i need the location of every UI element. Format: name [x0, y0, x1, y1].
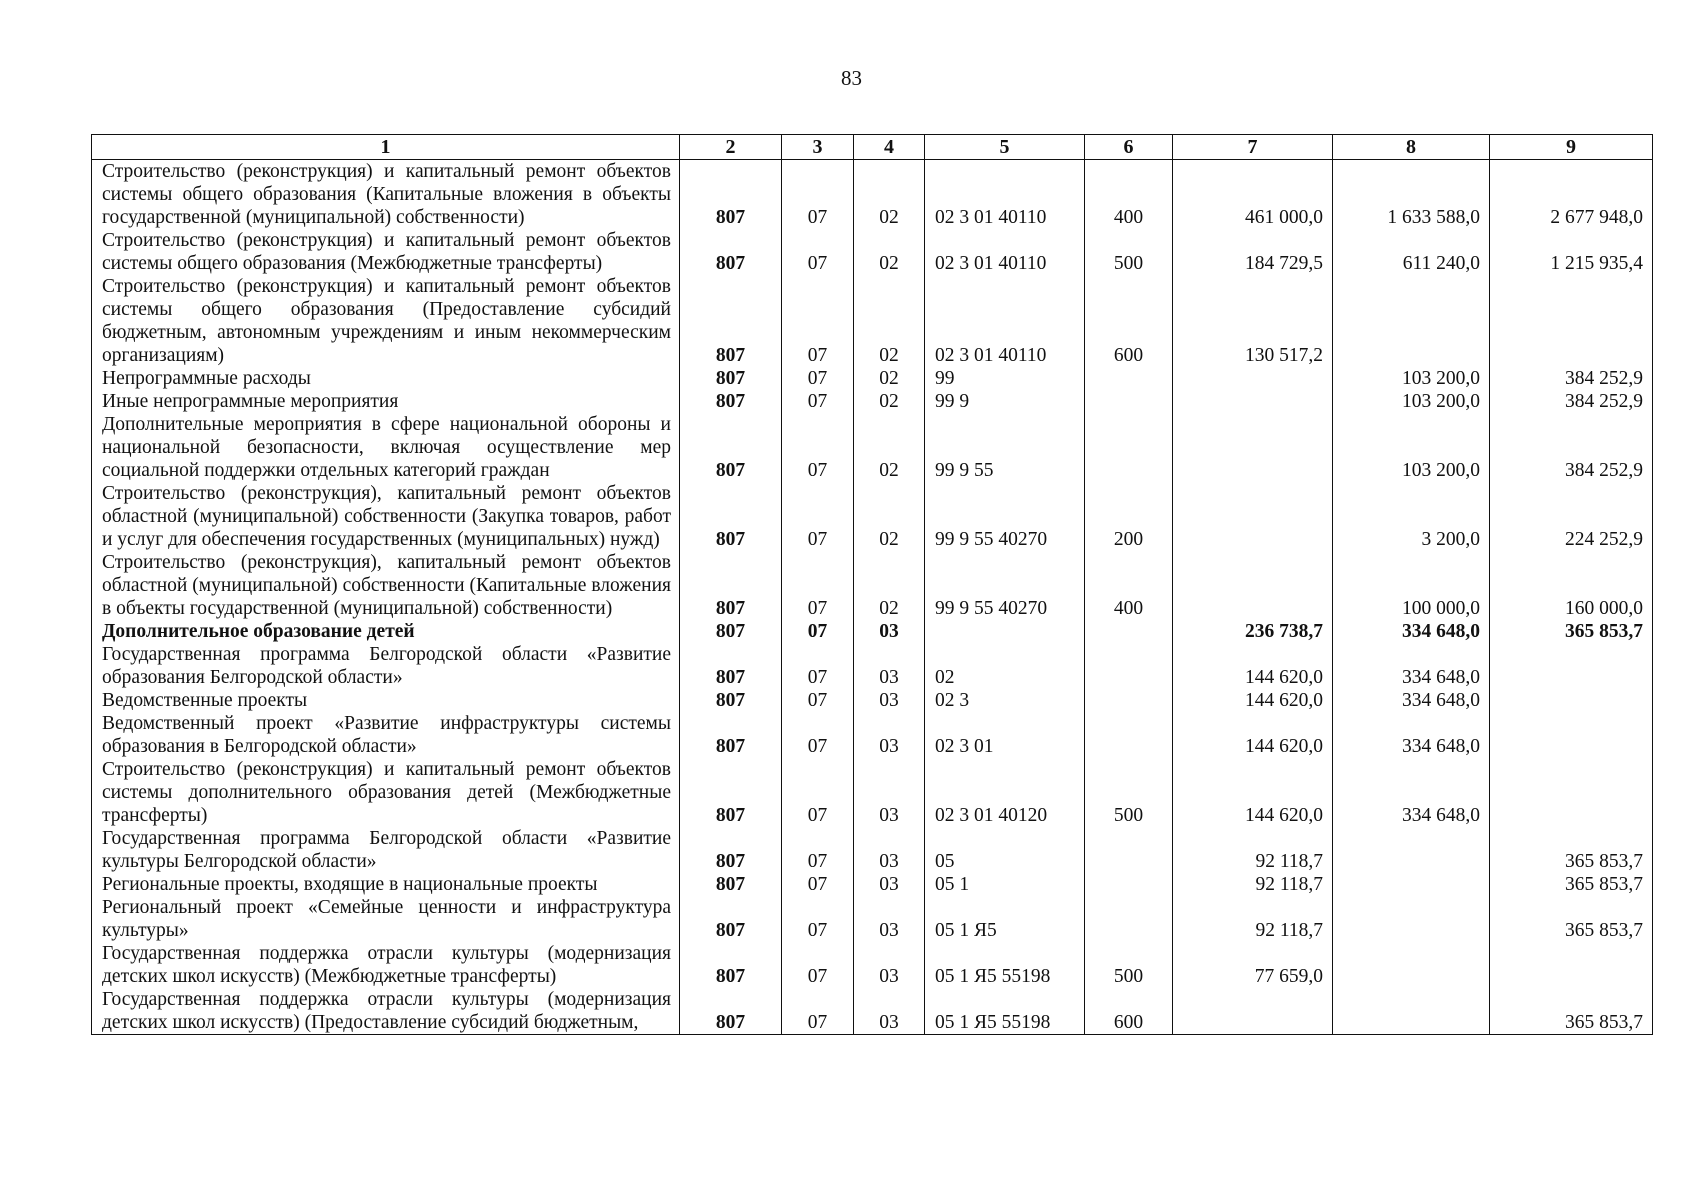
row-section-cell: 07 — [782, 551, 854, 620]
row-target-article-cell: 05 1 Я5 — [925, 896, 1085, 942]
row-name-cell: Строительство (реконструкция) и капитальный ремонт объектов системы общего образования (Предоставление субсидий бюджетным, автономным учреждениям и иным некоммерческим организациям) — [92, 275, 680, 367]
row-name-cell: Иные непрограммные мероприятия — [92, 390, 680, 413]
row-name-cell: Дополнительное образование детей — [92, 620, 680, 643]
table-row — [92, 712, 1653, 758]
row-amount-col7-cell: 92 118,7 — [1173, 873, 1333, 896]
row-subsection-cell: 02 — [854, 229, 925, 275]
row-name-cell: Региональный проект «Семейные ценности и инфраструктура культуры» — [92, 896, 680, 942]
row-target-article-cell: 99 9 55 40270 — [925, 482, 1085, 551]
row-section-cell: 07 — [782, 160, 854, 230]
row-subsection-cell: 03 — [854, 758, 925, 827]
row-amount-col7-cell: 77 659,0 — [1173, 942, 1333, 988]
row-name-cell: Государственная поддержка отрасли культуры (модернизация детских школ искусств) (Предоставление субсидий бюджетным, — [92, 988, 680, 1035]
row-section-cell: 07 — [782, 367, 854, 390]
table-row — [92, 229, 1653, 275]
row-section-cell: 07 — [782, 896, 854, 942]
row-amount-col9-cell: 1 215 935,4 — [1490, 229, 1653, 275]
row-section-cell: 07 — [782, 229, 854, 275]
table-row — [92, 873, 1653, 896]
row-target-article-cell: 02 3 01 — [925, 712, 1085, 758]
row-amount-col7-cell: 92 118,7 — [1173, 827, 1333, 873]
row-expense-type-cell: 600 — [1085, 275, 1173, 367]
row-amount-col7-cell: 236 738,7 — [1173, 620, 1333, 643]
row-amount-col7-cell: 92 118,7 — [1173, 896, 1333, 942]
row-amount-col9-cell — [1490, 689, 1653, 712]
row-name-cell: Государственная программа Белгородской области «Развитие образования Белгородской области» — [92, 643, 680, 689]
row-name-cell: Дополнительные мероприятия в сфере национальной обороны и национальной безопасности, включая осуществление мер социальной поддержки отдельных категорий граждан — [92, 413, 680, 482]
table-header-row — [92, 135, 1653, 160]
row-section-cell: 07 — [782, 620, 854, 643]
row-target-article-cell: 02 3 01 40110 — [925, 229, 1085, 275]
table-row — [92, 551, 1653, 620]
table-row — [92, 482, 1653, 551]
row-amount-col7-cell — [1173, 390, 1333, 413]
row-target-article-cell: 02 3 01 40120 — [925, 758, 1085, 827]
row-subsection-cell: 03 — [854, 643, 925, 689]
row-amount-col9-cell — [1490, 712, 1653, 758]
row-subsection-cell: 03 — [854, 827, 925, 873]
table-row — [92, 620, 1653, 643]
header-col-1: 1 — [92, 135, 680, 160]
row-amount-col7-cell — [1173, 482, 1333, 551]
row-amount-col8-cell — [1333, 873, 1490, 896]
row-amount-col7-cell: 144 620,0 — [1173, 643, 1333, 689]
table-row — [92, 942, 1653, 988]
header-col-9: 9 — [1490, 135, 1653, 160]
row-admin-code-cell: 807 — [680, 712, 782, 758]
header-col-5: 5 — [925, 135, 1085, 160]
row-admin-code-cell: 807 — [680, 873, 782, 896]
header-col-6: 6 — [1085, 135, 1173, 160]
row-admin-code-cell: 807 — [680, 988, 782, 1035]
row-admin-code-cell: 807 — [680, 390, 782, 413]
row-admin-code-cell: 807 — [680, 620, 782, 643]
table-row — [92, 758, 1653, 827]
row-admin-code-cell: 807 — [680, 367, 782, 390]
row-amount-col8-cell: 103 200,0 — [1333, 390, 1490, 413]
row-section-cell: 07 — [782, 275, 854, 367]
row-target-article-cell: 05 1 — [925, 873, 1085, 896]
row-target-article-cell: 02 3 01 40110 — [925, 275, 1085, 367]
row-amount-col7-cell: 144 620,0 — [1173, 712, 1333, 758]
row-amount-col7-cell: 184 729,5 — [1173, 229, 1333, 275]
table-row — [92, 413, 1653, 482]
table-row — [92, 896, 1653, 942]
row-subsection-cell: 02 — [854, 482, 925, 551]
row-amount-col7-cell: 144 620,0 — [1173, 689, 1333, 712]
row-amount-col7-cell: 130 517,2 — [1173, 275, 1333, 367]
row-name-cell: Ведомственный проект «Развитие инфраструктуры системы образования в Белгородской области» — [92, 712, 680, 758]
row-amount-col9-cell — [1490, 275, 1653, 367]
row-expense-type-cell: 400 — [1085, 551, 1173, 620]
row-admin-code-cell: 807 — [680, 896, 782, 942]
row-amount-col8-cell: 334 648,0 — [1333, 758, 1490, 827]
row-subsection-cell: 02 — [854, 390, 925, 413]
row-target-article-cell: 05 — [925, 827, 1085, 873]
row-amount-col7-cell: 144 620,0 — [1173, 758, 1333, 827]
row-target-article-cell: 02 3 — [925, 689, 1085, 712]
header-col-2: 2 — [680, 135, 782, 160]
row-name-cell: Строительство (реконструкция), капитальный ремонт объектов областной (муниципальной) собственности (Капитальные вложения в объекты государственной (муниципальной) собственности) — [92, 551, 680, 620]
row-admin-code-cell: 807 — [680, 689, 782, 712]
row-amount-col9-cell: 160 000,0 — [1490, 551, 1653, 620]
row-target-article-cell: 05 1 Я5 55198 — [925, 988, 1085, 1035]
row-admin-code-cell: 807 — [680, 160, 782, 230]
row-section-cell: 07 — [782, 689, 854, 712]
row-amount-col9-cell: 365 853,7 — [1490, 620, 1653, 643]
row-amount-col7-cell: 461 000,0 — [1173, 160, 1333, 230]
row-target-article-cell: 99 9 55 40270 — [925, 551, 1085, 620]
row-target-article-cell: 05 1 Я5 55198 — [925, 942, 1085, 988]
row-amount-col8-cell: 100 000,0 — [1333, 551, 1490, 620]
row-section-cell: 07 — [782, 643, 854, 689]
row-section-cell: 07 — [782, 942, 854, 988]
row-expense-type-cell — [1085, 689, 1173, 712]
row-subsection-cell: 02 — [854, 413, 925, 482]
row-amount-col9-cell: 384 252,9 — [1490, 390, 1653, 413]
row-subsection-cell: 03 — [854, 712, 925, 758]
row-subsection-cell: 03 — [854, 689, 925, 712]
row-amount-col8-cell: 611 240,0 — [1333, 229, 1490, 275]
row-target-article-cell: 02 3 01 40110 — [925, 160, 1085, 230]
row-name-cell: Строительство (реконструкция) и капитальный ремонт объектов системы общего образования (Межбюджетные трансферты) — [92, 229, 680, 275]
row-admin-code-cell: 807 — [680, 413, 782, 482]
table-body — [92, 160, 1653, 1035]
row-subsection-cell: 02 — [854, 160, 925, 230]
row-section-cell: 07 — [782, 712, 854, 758]
row-amount-col9-cell: 365 853,7 — [1490, 896, 1653, 942]
row-amount-col8-cell: 103 200,0 — [1333, 413, 1490, 482]
row-amount-col9-cell: 365 853,7 — [1490, 873, 1653, 896]
table-row — [92, 988, 1653, 1035]
row-amount-col7-cell — [1173, 988, 1333, 1035]
row-amount-col8-cell — [1333, 896, 1490, 942]
row-subsection-cell: 03 — [854, 896, 925, 942]
row-expense-type-cell — [1085, 712, 1173, 758]
row-amount-col8-cell: 103 200,0 — [1333, 367, 1490, 390]
row-amount-col7-cell — [1173, 367, 1333, 390]
row-subsection-cell: 03 — [854, 942, 925, 988]
row-expense-type-cell — [1085, 413, 1173, 482]
row-amount-col9-cell: 384 252,9 — [1490, 413, 1653, 482]
row-name-cell: Строительство (реконструкция) и капитальный ремонт объектов системы общего образования (Капитальные вложения в объекты государственной (муниципальной) собственности) — [92, 160, 680, 230]
table-row — [92, 827, 1653, 873]
page-number: 83 — [841, 66, 862, 90]
row-target-article-cell — [925, 620, 1085, 643]
row-subsection-cell: 02 — [854, 367, 925, 390]
header-col-8: 8 — [1333, 135, 1490, 160]
row-name-cell: Непрограммные расходы — [92, 367, 680, 390]
row-amount-col7-cell — [1173, 413, 1333, 482]
row-section-cell: 07 — [782, 413, 854, 482]
table-row — [92, 643, 1653, 689]
header-col-3: 3 — [782, 135, 854, 160]
table-row — [92, 390, 1653, 413]
row-expense-type-cell: 600 — [1085, 988, 1173, 1035]
row-amount-col8-cell: 334 648,0 — [1333, 712, 1490, 758]
row-amount-col9-cell: 2 677 948,0 — [1490, 160, 1653, 230]
row-expense-type-cell: 500 — [1085, 229, 1173, 275]
row-amount-col9-cell: 384 252,9 — [1490, 367, 1653, 390]
row-subsection-cell: 03 — [854, 620, 925, 643]
row-expense-type-cell — [1085, 620, 1173, 643]
row-section-cell: 07 — [782, 758, 854, 827]
row-admin-code-cell: 807 — [680, 551, 782, 620]
row-subsection-cell: 03 — [854, 873, 925, 896]
row-amount-col8-cell — [1333, 275, 1490, 367]
row-admin-code-cell: 807 — [680, 643, 782, 689]
row-admin-code-cell: 807 — [680, 275, 782, 367]
row-admin-code-cell: 807 — [680, 482, 782, 551]
header-col-7: 7 — [1173, 135, 1333, 160]
row-admin-code-cell: 807 — [680, 229, 782, 275]
row-expense-type-cell — [1085, 643, 1173, 689]
row-expense-type-cell — [1085, 896, 1173, 942]
row-expense-type-cell: 400 — [1085, 160, 1173, 230]
row-admin-code-cell: 807 — [680, 827, 782, 873]
row-amount-col9-cell: 365 853,7 — [1490, 827, 1653, 873]
row-admin-code-cell: 807 — [680, 942, 782, 988]
row-target-article-cell: 99 9 — [925, 390, 1085, 413]
row-target-article-cell: 99 9 55 — [925, 413, 1085, 482]
row-name-cell: Ведомственные проекты — [92, 689, 680, 712]
row-amount-col9-cell: 224 252,9 — [1490, 482, 1653, 551]
row-amount-col8-cell: 334 648,0 — [1333, 620, 1490, 643]
row-amount-col9-cell — [1490, 942, 1653, 988]
row-subsection-cell: 02 — [854, 551, 925, 620]
table-row — [92, 689, 1653, 712]
row-section-cell: 07 — [782, 827, 854, 873]
row-amount-col8-cell — [1333, 827, 1490, 873]
row-expense-type-cell — [1085, 827, 1173, 873]
row-target-article-cell: 99 — [925, 367, 1085, 390]
row-section-cell: 07 — [782, 873, 854, 896]
row-name-cell: Строительство (реконструкция) и капитальный ремонт объектов системы дополнительного образования детей (Межбюджетные трансферты) — [92, 758, 680, 827]
row-amount-col8-cell — [1333, 942, 1490, 988]
header-col-4: 4 — [854, 135, 925, 160]
row-expense-type-cell — [1085, 873, 1173, 896]
row-expense-type-cell: 500 — [1085, 758, 1173, 827]
table-row — [92, 275, 1653, 367]
row-amount-col7-cell — [1173, 551, 1333, 620]
row-name-cell: Строительство (реконструкция), капитальный ремонт объектов областной (муниципальной) собственности (Закупка товаров, работ и услуг для обеспечения государственных (муниципальных) нужд) — [92, 482, 680, 551]
row-section-cell: 07 — [782, 390, 854, 413]
row-amount-col8-cell: 334 648,0 — [1333, 689, 1490, 712]
row-expense-type-cell — [1085, 390, 1173, 413]
row-section-cell: 07 — [782, 482, 854, 551]
row-name-cell: Региональные проекты, входящие в национальные проекты — [92, 873, 680, 896]
row-expense-type-cell: 200 — [1085, 482, 1173, 551]
row-expense-type-cell: 500 — [1085, 942, 1173, 988]
row-name-cell: Государственная поддержка отрасли культуры (модернизация детских школ искусств) (Межбюджетные трансферты) — [92, 942, 680, 988]
row-subsection-cell: 02 — [854, 275, 925, 367]
row-amount-col8-cell: 3 200,0 — [1333, 482, 1490, 551]
row-expense-type-cell — [1085, 367, 1173, 390]
row-target-article-cell: 02 — [925, 643, 1085, 689]
row-section-cell: 07 — [782, 988, 854, 1035]
row-amount-col8-cell — [1333, 988, 1490, 1035]
row-subsection-cell: 03 — [854, 988, 925, 1035]
row-amount-col8-cell: 1 633 588,0 — [1333, 160, 1490, 230]
row-amount-col9-cell: 365 853,7 — [1490, 988, 1653, 1035]
table-row — [92, 367, 1653, 390]
row-amount-col9-cell — [1490, 643, 1653, 689]
table-row — [92, 160, 1653, 230]
row-amount-col8-cell: 334 648,0 — [1333, 643, 1490, 689]
row-name-cell: Государственная программа Белгородской области «Развитие культуры Белгородской области» — [92, 827, 680, 873]
row-admin-code-cell: 807 — [680, 758, 782, 827]
budget-table — [91, 134, 1653, 1035]
row-amount-col9-cell — [1490, 758, 1653, 827]
